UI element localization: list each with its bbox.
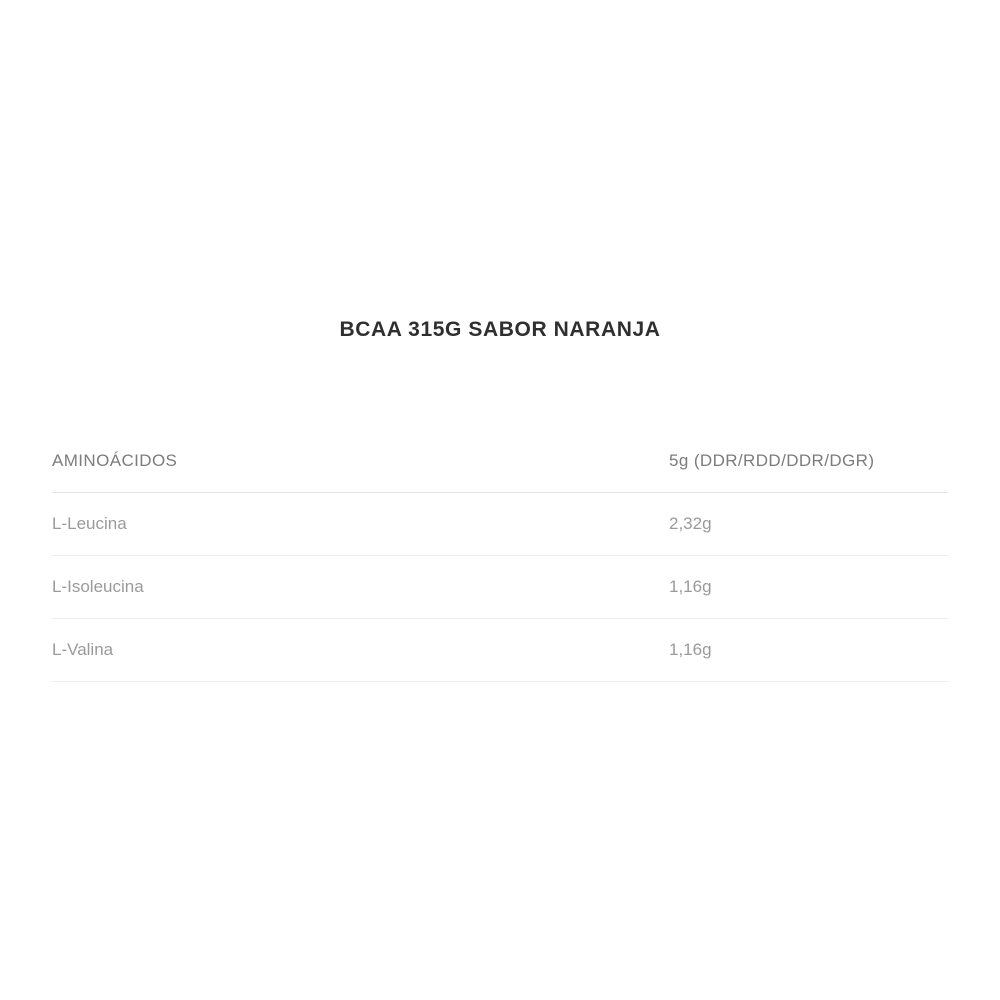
table-header-aminoacidos: AMINOÁCIDOS bbox=[52, 430, 669, 493]
table-cell-name: L-Valina bbox=[52, 619, 669, 682]
page-title: BCAA 315G SABOR NARANJA bbox=[339, 318, 661, 341]
table-header-row bbox=[52, 430, 948, 493]
table-row bbox=[52, 556, 948, 619]
table-cell-value: 1,16g bbox=[669, 556, 948, 619]
table-header-serving: 5g (DDR/RDD/DDR/DGR) bbox=[669, 430, 948, 493]
table-cell-value: 1,16g bbox=[669, 619, 948, 682]
table-row bbox=[52, 619, 948, 682]
table-cell-name: L-Isoleucina bbox=[52, 556, 669, 619]
table-cell-value: 2,32g bbox=[669, 493, 948, 556]
amino-acids-table bbox=[52, 430, 948, 682]
table-row bbox=[52, 493, 948, 556]
table-cell-name: L-Leucina bbox=[52, 493, 669, 556]
